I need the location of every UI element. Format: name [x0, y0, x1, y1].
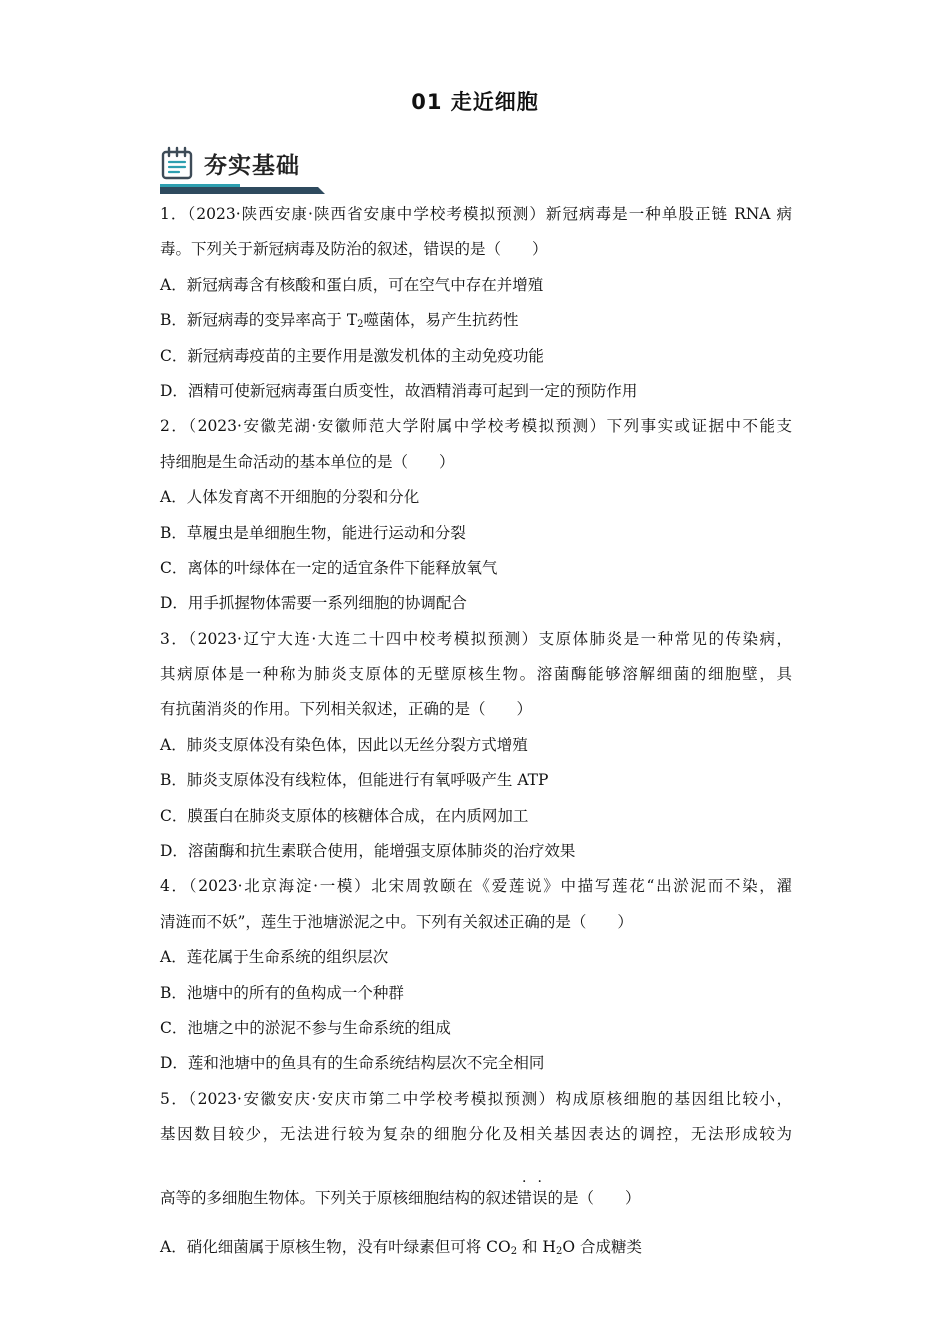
q3-stem-line: 3．（2023·辽宁大连·大连二十四中校考模拟预测）支原体肺炎是一种常见的传染病，	[160, 629, 792, 648]
section-header	[160, 146, 325, 194]
spacer	[160, 1153, 792, 1181]
q3-stem-line: 有抗菌消炎的作用。下列相关叙述，正确的是（ ）	[160, 700, 533, 719]
q3-stem-line: 其病原体是一种称为肺炎支原体的无壁原核生物。溶菌酶能够溶解细菌的细胞壁，具	[160, 665, 792, 684]
q5-stem-line: 5．（2023·安徽安庆·安庆市第二中学校考模拟预测）构成原核细胞的基因组比较小，	[160, 1089, 792, 1108]
q2-option-c: C．离体的叶绿体在一定的适宜条件下能释放氧气	[160, 558, 498, 577]
q5-stem-line: 高等的多细胞生物体。下列关于原核细胞结构的叙述错误的是（ ）	[160, 1188, 641, 1207]
notepad-icon	[160, 146, 196, 182]
q5-option-a: A．硝化细菌属于原核生物，没有叶绿素但可将 $CO_2$ 和 $H_2O$ 合成糖类	[160, 1237, 642, 1257]
q4-stem-line: 4．（2023·北京海淀·一模）北宋周敦颐在《爱莲说》中描写莲花“出淤泥而不染，濯	[160, 877, 792, 896]
emphasis-dot-char: 错	[516, 1188, 533, 1207]
q2-option-a: A．人体发育离不开细胞的分裂和分化	[160, 488, 420, 507]
q5-stem-line: 基因数目较少，无法进行较为复杂的细胞分化及相关基因表达的调控，无法形成较为	[160, 1125, 792, 1144]
q4-stem-line: 清涟而不妖”，莲生于池塘淤泥之中。下列有关叙述正确的是（ ）	[160, 912, 633, 931]
q3-option-d: D．溶菌酶和抗生素联合使用，能增强支原体肺炎的治疗效果	[160, 842, 576, 861]
q3-option-b: B．肺炎支原体没有线粒体，但能进行有氧呼吸产生 ATP	[160, 771, 549, 790]
question-list	[160, 197, 792, 1265]
emphasis-dot-char: 误	[532, 1188, 548, 1207]
q2-stem-line: 持细胞是生命活动的基本单位的是（ ）	[160, 452, 455, 471]
spacer	[160, 1216, 792, 1230]
q4-option-b: B．池塘中的所有的鱼构成一个种群	[160, 983, 404, 1002]
q2-option-d: D．用手抓握物体需要一系列细胞的协调配合	[160, 594, 467, 613]
q1-option-b: B．新冠病毒的变异率高于 $T_2$噬菌体，易产生抗药性	[160, 311, 519, 331]
q1-stem-line: 1．（2023·陕西安康·陕西省安康中学校考模拟预测）新冠病毒是一种单股正链 RNA 病	[160, 205, 792, 223]
q1-option-a: A．新冠病毒含有核酸和蛋白质，可在空气中存在并增殖	[160, 275, 544, 294]
q1-stem-line: 毒。下列关于新冠病毒及防治的叙述，错误的是（ ）	[160, 240, 548, 259]
q1-option-d: D．酒精可使新冠病毒蛋白质变性，故酒精消毒可起到一定的预防作用	[160, 381, 638, 400]
section-label: 夯实基础	[204, 153, 300, 179]
q4-option-c: C．池塘之中的淤泥不参与生命系统的组成	[160, 1018, 451, 1037]
q2-option-b: B．草履虫是单细胞生物，能进行运动和分裂	[160, 523, 466, 542]
page-title: 01 走近细胞	[411, 90, 539, 114]
q1-option-c: C．新冠病毒疫苗的主要作用是激发机体的主动免疫功能	[160, 346, 544, 365]
q4-option-d: D．莲和池塘中的鱼具有的生命系统结构层次不完全相同	[160, 1054, 545, 1073]
q2-stem-line: 2．（2023·安徽芜湖·安徽师范大学附属中学校考模拟预测）下列事实或证据中不能支	[160, 417, 792, 436]
q3-option-c: C．膜蛋白在肺炎支原体的核糖体合成，在内质网加工	[160, 806, 529, 825]
section-underline	[160, 184, 325, 194]
q3-option-a: A．肺炎支原体没有染色体，因此以无丝分裂方式增殖	[160, 735, 528, 754]
q4-option-a: A．莲花属于生命系统的组织层次	[160, 948, 389, 967]
